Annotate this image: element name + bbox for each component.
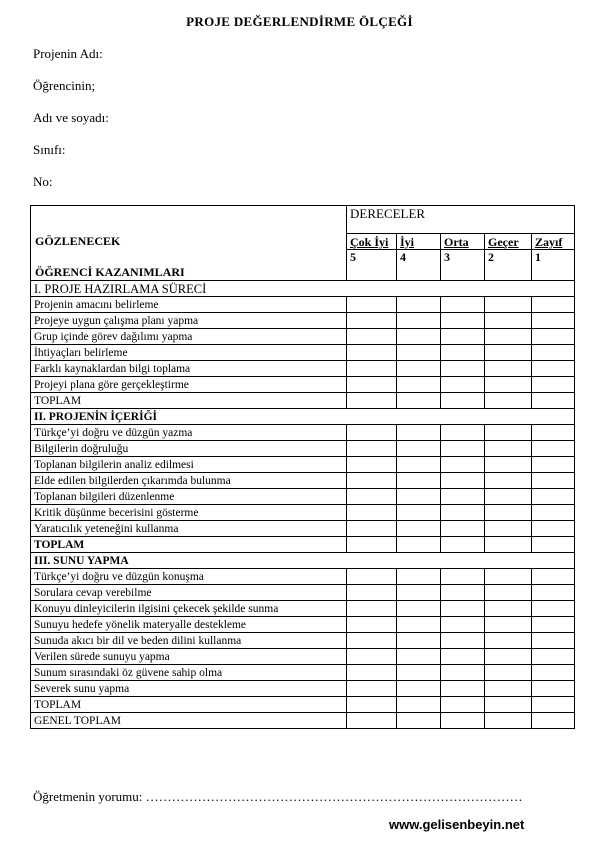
criteria-row-label: Projenin amacını belirleme — [31, 297, 347, 313]
score-cell[interactable] — [485, 457, 532, 473]
score-cell[interactable] — [441, 537, 485, 553]
criteria-row — [31, 681, 575, 697]
score-cell[interactable] — [397, 697, 441, 713]
score-cell[interactable] — [347, 393, 397, 409]
score-cell[interactable] — [532, 457, 575, 473]
criteria-row — [31, 505, 575, 521]
score-cell[interactable] — [347, 633, 397, 649]
class-label: Sınıfı: — [33, 142, 66, 157]
section-title-label: I. PROJE HAZIRLAMA SÜRECİ — [31, 281, 575, 297]
score-cell[interactable] — [347, 617, 397, 633]
score-cell[interactable] — [532, 361, 575, 377]
number-label: No: — [33, 174, 53, 189]
total-row-label: TOPLAM — [31, 697, 347, 713]
student-label: Öğrencinin; — [33, 78, 96, 93]
score-cell[interactable] — [347, 473, 397, 489]
score-cell[interactable] — [485, 569, 532, 585]
grand-total-row — [31, 713, 575, 729]
grade-score-cell: 5 — [347, 250, 397, 281]
section-title — [31, 281, 575, 297]
score-cell[interactable] — [347, 537, 397, 553]
score-cell[interactable] — [532, 537, 575, 553]
score-cell[interactable] — [441, 521, 485, 537]
score-cell[interactable] — [441, 361, 485, 377]
score-cell[interactable] — [532, 601, 575, 617]
score-cell[interactable] — [347, 569, 397, 585]
grade-name-cell: Geçer — [485, 234, 532, 250]
total-row — [31, 697, 575, 713]
score-cell[interactable] — [441, 617, 485, 633]
score-cell[interactable] — [347, 505, 397, 521]
score-cell[interactable] — [397, 585, 441, 601]
header-criteria-cell — [31, 206, 347, 281]
criteria-row — [31, 297, 575, 313]
score-cell[interactable] — [441, 601, 485, 617]
score-cell[interactable] — [441, 649, 485, 665]
criteria-row — [31, 569, 575, 585]
criteria-row — [31, 649, 575, 665]
score-cell[interactable] — [441, 569, 485, 585]
criteria-row — [31, 601, 575, 617]
score-cell[interactable] — [532, 649, 575, 665]
score-cell[interactable] — [532, 569, 575, 585]
score-cell[interactable] — [441, 457, 485, 473]
total-row — [31, 393, 575, 409]
score-cell[interactable] — [485, 601, 532, 617]
website-label: www.gelisenbeyin.net — [389, 817, 525, 832]
score-cell[interactable] — [485, 649, 532, 665]
grade-name-cell: İyi — [397, 234, 441, 250]
criteria-row — [31, 633, 575, 649]
score-cell[interactable] — [397, 649, 441, 665]
page-title: PROJE DEĞERLENDİRME ÖLÇEĞİ — [186, 14, 413, 29]
score-cell[interactable] — [485, 585, 532, 601]
criteria-row-label: Grup içinde görev dağılımı yapma — [31, 329, 347, 345]
criteria-row-label: Türkçe’yi doğru ve düzgün konuşma — [31, 569, 347, 585]
score-cell[interactable] — [397, 313, 441, 329]
criteria-row — [31, 313, 575, 329]
score-cell[interactable] — [397, 665, 441, 681]
score-cell[interactable] — [347, 585, 397, 601]
score-cell[interactable] — [441, 585, 485, 601]
score-cell[interactable] — [532, 633, 575, 649]
grade-score-cell: 3 — [441, 250, 485, 281]
grand-total-row-label: GENEL TOPLAM — [31, 713, 347, 729]
total-row — [31, 537, 575, 553]
score-cell[interactable] — [441, 393, 485, 409]
score-cell[interactable] — [441, 441, 485, 457]
criteria-row — [31, 489, 575, 505]
score-cell[interactable] — [532, 425, 575, 441]
criteria-row — [31, 377, 575, 393]
score-cell[interactable] — [441, 633, 485, 649]
score-cell[interactable] — [485, 425, 532, 441]
score-cell[interactable] — [397, 329, 441, 345]
criteria-row-label: Toplanan bilgileri düzenlenme — [31, 489, 347, 505]
total-row-label: TOPLAM — [31, 393, 347, 409]
section-title-label: III. SUNU YAPMA — [31, 553, 575, 569]
score-cell[interactable] — [441, 697, 485, 713]
criteria-row-label: Konuyu dinleyicilerin ilgisini çekecek şekilde sunma — [31, 601, 347, 617]
score-cell[interactable] — [485, 377, 532, 393]
criteria-row-label: Sorulara cevap verebilme — [31, 585, 347, 601]
score-cell[interactable] — [485, 697, 532, 713]
score-cell[interactable] — [485, 713, 532, 729]
score-cell[interactable] — [441, 681, 485, 697]
score-cell[interactable] — [347, 489, 397, 505]
score-cell[interactable] — [532, 585, 575, 601]
score-cell[interactable] — [532, 665, 575, 681]
criteria-row-label: Bilgilerin doğruluğu — [31, 441, 347, 457]
score-cell[interactable] — [485, 393, 532, 409]
score-cell[interactable] — [347, 425, 397, 441]
teacher-comment: Öğretmenin yorumu: …………………………………………………………………………… — [33, 789, 523, 804]
score-cell[interactable] — [347, 377, 397, 393]
score-cell[interactable] — [397, 681, 441, 697]
score-cell[interactable] — [397, 537, 441, 553]
score-cell[interactable] — [485, 537, 532, 553]
grade-name-cell: Çok İyi — [347, 234, 397, 250]
grade-score-cell: 4 — [397, 250, 441, 281]
criteria-row — [31, 345, 575, 361]
score-cell[interactable] — [441, 425, 485, 441]
score-cell[interactable] — [441, 297, 485, 313]
score-cell[interactable] — [397, 393, 441, 409]
score-cell[interactable] — [441, 473, 485, 489]
score-cell[interactable] — [441, 345, 485, 361]
score-cell[interactable] — [485, 489, 532, 505]
score-cell[interactable] — [441, 489, 485, 505]
evaluation-table — [30, 205, 575, 729]
score-cell[interactable] — [485, 297, 532, 313]
score-cell[interactable] — [397, 297, 441, 313]
score-cell[interactable] — [532, 697, 575, 713]
total-row-label: TOPLAM — [31, 537, 347, 553]
criteria-row-label: Projeyi plana göre gerçekleştirme — [31, 377, 347, 393]
score-cell[interactable] — [397, 361, 441, 377]
score-cell[interactable] — [397, 473, 441, 489]
section-title — [31, 409, 575, 425]
criteria-row-label: Kritik düşünme becerisini gösterme — [31, 505, 347, 521]
criteria-row — [31, 425, 575, 441]
score-cell[interactable] — [485, 361, 532, 377]
score-cell[interactable] — [397, 425, 441, 441]
score-cell[interactable] — [485, 617, 532, 633]
criteria-row-label: Yaratıcılık yeteneğini kullanma — [31, 521, 347, 537]
score-cell[interactable] — [347, 361, 397, 377]
score-cell[interactable] — [347, 697, 397, 713]
score-cell[interactable] — [532, 713, 575, 729]
header-outcomes-label: ÖĞRENCİ KAZANIMLARI — [35, 265, 185, 279]
score-cell[interactable] — [485, 665, 532, 681]
score-cell[interactable] — [347, 521, 397, 537]
score-cell[interactable] — [532, 505, 575, 521]
score-cell[interactable] — [485, 313, 532, 329]
grade-score-cell: 1 — [532, 250, 575, 281]
score-cell[interactable] — [532, 377, 575, 393]
score-cell[interactable] — [485, 681, 532, 697]
criteria-row — [31, 521, 575, 537]
score-cell[interactable] — [347, 329, 397, 345]
score-cell[interactable] — [397, 489, 441, 505]
criteria-row — [31, 441, 575, 457]
criteria-row — [31, 585, 575, 601]
score-cell[interactable] — [485, 345, 532, 361]
criteria-row-label: Projeye uygun çalışma planı yapma — [31, 313, 347, 329]
project-name-label: Projenin Adı: — [33, 46, 103, 61]
criteria-row-label: Severek sunu yapma — [31, 681, 347, 697]
score-cell[interactable] — [441, 313, 485, 329]
grade-name-cell: Zayıf — [532, 234, 575, 250]
section-title — [31, 553, 575, 569]
score-cell[interactable] — [347, 297, 397, 313]
score-cell[interactable] — [532, 681, 575, 697]
criteria-row-label: Türkçe’yi doğru ve düzgün yazma — [31, 425, 347, 441]
score-cell[interactable] — [532, 617, 575, 633]
score-cell[interactable] — [397, 457, 441, 473]
criteria-row — [31, 329, 575, 345]
score-cell[interactable] — [532, 473, 575, 489]
score-cell[interactable] — [532, 441, 575, 457]
score-cell[interactable] — [532, 329, 575, 345]
criteria-row-label: İhtiyaçları belirleme — [31, 345, 347, 361]
score-cell[interactable] — [347, 681, 397, 697]
score-cell[interactable] — [532, 313, 575, 329]
header-observed-label: GÖZLENECEK — [35, 234, 121, 248]
score-cell[interactable] — [485, 521, 532, 537]
score-cell[interactable] — [441, 377, 485, 393]
score-cell[interactable] — [347, 313, 397, 329]
degrees-header: DERECELER — [347, 206, 575, 234]
score-cell[interactable] — [485, 633, 532, 649]
criteria-row — [31, 473, 575, 489]
score-cell[interactable] — [347, 441, 397, 457]
score-cell[interactable] — [397, 521, 441, 537]
criteria-row — [31, 361, 575, 377]
criteria-row-label: Farklı kaynaklardan bilgi toplama — [31, 361, 347, 377]
score-cell[interactable] — [397, 601, 441, 617]
criteria-row — [31, 617, 575, 633]
criteria-row-label: Sunum sırasındaki öz güvene sahip olma — [31, 665, 347, 681]
criteria-row-label: Verilen sürede sunuyu yapma — [31, 649, 347, 665]
score-cell[interactable] — [347, 601, 397, 617]
score-cell[interactable] — [397, 633, 441, 649]
grade-name-cell: Orta — [441, 234, 485, 250]
score-cell[interactable] — [397, 377, 441, 393]
criteria-row — [31, 665, 575, 681]
criteria-row-label: Sunuda akıcı bir dil ve beden dilini kullanma — [31, 633, 347, 649]
criteria-row-label: Elde edilen bilgilerden çıkarımda bulunma — [31, 473, 347, 489]
criteria-row — [31, 457, 575, 473]
score-cell[interactable] — [485, 473, 532, 489]
score-cell[interactable] — [347, 665, 397, 681]
score-cell[interactable] — [397, 569, 441, 585]
score-cell[interactable] — [397, 441, 441, 457]
score-cell[interactable] — [397, 505, 441, 521]
score-cell[interactable] — [532, 297, 575, 313]
score-cell[interactable] — [397, 713, 441, 729]
criteria-row-label: Sunuyu hedefe yönelik materyalle destekleme — [31, 617, 347, 633]
score-cell[interactable] — [532, 489, 575, 505]
score-cell[interactable] — [485, 329, 532, 345]
criteria-row-label: Toplanan bilgilerin analiz edilmesi — [31, 457, 347, 473]
score-cell[interactable] — [441, 713, 485, 729]
score-cell[interactable] — [347, 457, 397, 473]
score-cell[interactable] — [347, 713, 397, 729]
score-cell[interactable] — [441, 329, 485, 345]
name-surname-label: Adı ve soyadı: — [33, 110, 109, 125]
score-cell[interactable] — [397, 617, 441, 633]
score-cell[interactable] — [485, 441, 532, 457]
grade-score-cell: 2 — [485, 250, 532, 281]
score-cell[interactable] — [347, 345, 397, 361]
score-cell[interactable] — [441, 665, 485, 681]
score-cell[interactable] — [532, 345, 575, 361]
score-cell[interactable] — [397, 345, 441, 361]
score-cell[interactable] — [532, 521, 575, 537]
score-cell[interactable] — [441, 505, 485, 521]
score-cell[interactable] — [532, 393, 575, 409]
score-cell[interactable] — [485, 505, 532, 521]
score-cell[interactable] — [347, 649, 397, 665]
section-title-label: II. PROJENİN İÇERİĞİ — [31, 409, 575, 425]
